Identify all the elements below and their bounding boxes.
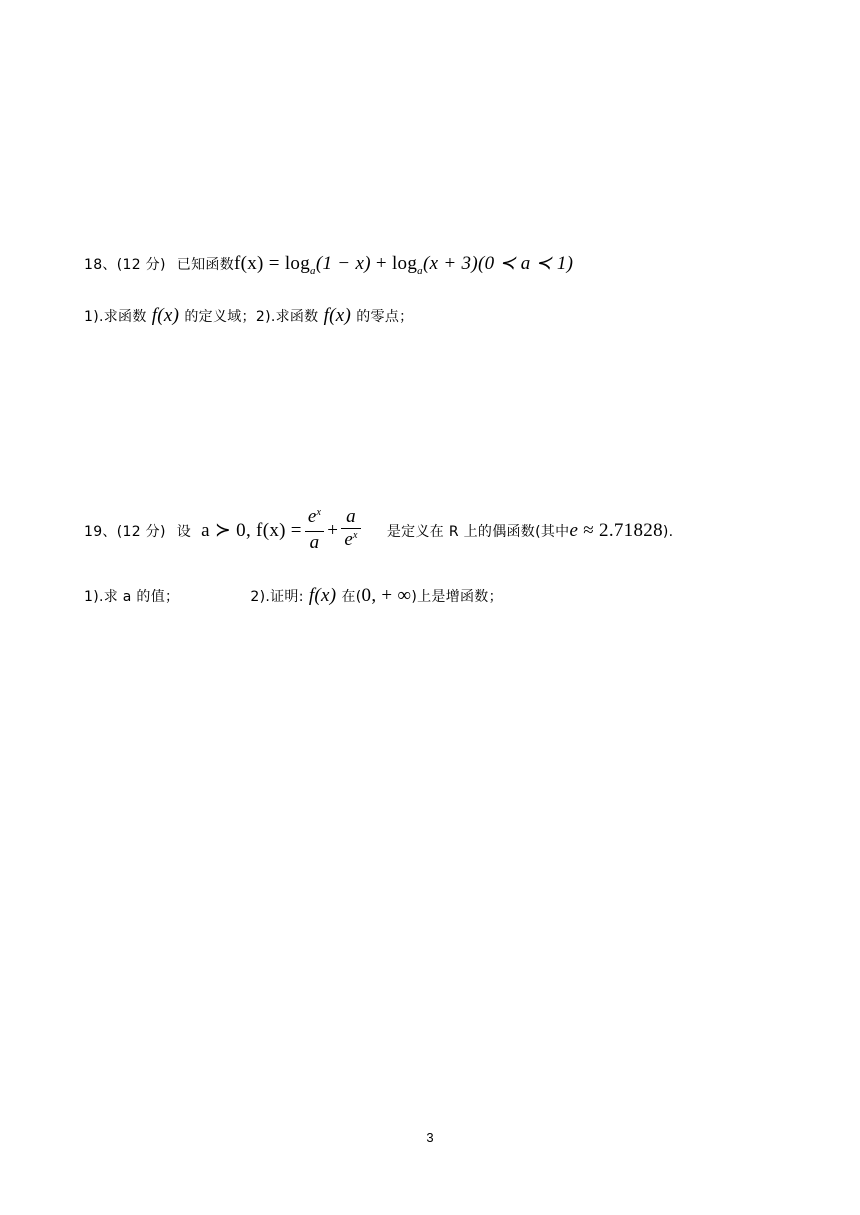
formula-lhs: f(x): [234, 253, 264, 274]
formula-log2: log: [391, 253, 418, 274]
problem-18-statement: [84, 252, 573, 275]
problem-18-points: (12 分): [116, 257, 166, 273]
problem-19-approx: ≈ 2.71828: [578, 520, 663, 541]
frac1-numerator: e: [307, 506, 317, 527]
problem-19-number: 19、: [84, 524, 117, 540]
problem-19-description-end: ).: [662, 524, 674, 540]
frac2-denominator: e: [344, 529, 354, 550]
problem-19-q2-mid: 在(: [341, 589, 362, 605]
problem-18-q2-suffix: 的零点；: [356, 309, 414, 325]
problem-19-condition: a ≻ 0, f(x) =: [201, 520, 302, 541]
fraction-a-over-ex: [341, 506, 360, 554]
problem-19-q1: 1).求 a 的值；: [84, 589, 180, 605]
problem-19-questions: [84, 585, 503, 607]
problem-19-description: 是定义在 R 上的偶函数(其中: [386, 524, 570, 540]
problem-19-points: (12 分): [116, 524, 166, 540]
problem-19-q2-fx: f(x): [308, 585, 337, 606]
problem-18-q2-fx: f(x): [323, 305, 352, 326]
problem-19-q2-interval: 0, + ∞: [361, 585, 412, 606]
formula-base1: a: [310, 265, 316, 277]
formula-plus: +: [370, 253, 392, 274]
formula-condition: (0 ≺ a ≺ 1): [477, 253, 574, 274]
problem-18-questions: [84, 305, 413, 327]
problem-18-q2-prefix: 2).求函数: [255, 309, 319, 325]
frac2-denominator-exponent: x: [353, 530, 358, 541]
problem-19-e-symbol: e: [569, 520, 579, 541]
problem-19-q2-suffix: )上是增函数；: [411, 589, 503, 605]
formula-eq: =: [263, 253, 285, 274]
formula-log1: log: [284, 253, 310, 274]
problem-18-formula: [234, 253, 574, 277]
problem-18-q1-suffix: 的定义域；: [184, 309, 256, 325]
frac1-denominator: a: [309, 532, 320, 553]
frac1-numerator-exponent: x: [316, 507, 322, 518]
problem-18-number: 18、: [84, 257, 117, 273]
formula-base2: a: [417, 265, 423, 277]
problem-18-lead: 已知函数: [176, 257, 234, 273]
frac2-numerator: a: [341, 506, 360, 529]
problem-19-lead: 设: [176, 524, 192, 540]
page-number: 3: [426, 1130, 434, 1145]
problem-19-q2-prefix: 2).证明:: [250, 589, 304, 605]
problem-19-statement: [84, 508, 673, 556]
problem-18-q1-fx: f(x): [151, 305, 180, 326]
problem-18-q1-prefix: 1).求函数: [84, 309, 147, 325]
problem-19-plus: +: [327, 520, 339, 541]
formula-arg1: (1 − x): [315, 253, 371, 274]
fraction-ex-over-a: [305, 506, 324, 554]
formula-arg2: (x + 3): [422, 253, 478, 274]
